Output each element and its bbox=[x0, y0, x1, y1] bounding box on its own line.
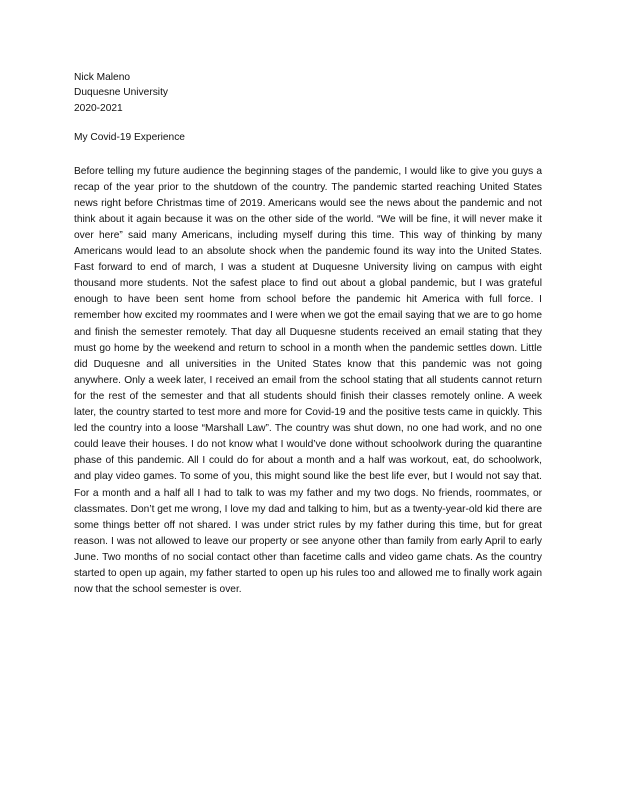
date-range: 2020-2021 bbox=[74, 102, 123, 114]
document-body bbox=[74, 164, 542, 599]
document-header bbox=[74, 70, 542, 116]
institution-name: Duquesne University bbox=[74, 87, 168, 99]
body-paragraph: Before telling my future audience the beginning stages of the pandemic, I would like to give you guys a recap of the year prior to the shutdown of the country. The pandemic started reaching United States news right before Christmas time of 2019. Americans would see the news about the pandemic and not think about it again because it was on the other side of the world. “We will be fine, it will never make it over here” said many Americans, including myself during this time. This way of thinking by many Americans would lead to an absolute shock when the pandemic found its way into the United States. Fast forward to end of march, I was a student at Duquesne University living on campus with eight thousand more students. Not the safest place to find out about a global pandemic, but I was grateful enough to have been sent home from school before the pandemic hit America with full force. I remember how excited my roommates and I were when we got the email saying that we are to go home and finish the semester remotely. That day all Duquesne students received an email stating that they must go home by the weekend and return to school in a month when the pandemic settles down. Little did Duquesne and all universities in the United States know that this pandemic was not going anywhere. Only a week later, I received an email from the school stating that all students cannot return for the rest of the semester and that all students should finish their classes remotely online. A week later, the country started to test more and more for Covid-19 and the positive tests came in quickly. This led the country into a loose “Marshall Law”. The country was shut down, no one had work, and no one could leave their houses. I do not know what I would’ve done without schoolwork during the quarantine phase of this pandemic. All I could do for about a month and a half was workout, eat, do schoolwork, and play video games. To some of you, this might sound like the best life ever, but I would not say that. For a month and a half all I had to talk to was my father and my two dogs. No friends, roommates, or classmates. Don’t get me wrong, I love my dad and talking to him, but as a twenty-year-old kid there are some things better off not shared. I was under strict rules by my father during this time, but for great reason. I was not allowed to leave our property or see anyone other than family from early April to early June. Two months of no social contact other than facetime calls and video game chats. As the country started to open up again, my father started to open up his rules too and allowed me to finally work again now that the school semester is over. bbox=[74, 165, 542, 596]
document-title: My Covid-19 Experience bbox=[74, 132, 185, 144]
author-name: Nick Maleno bbox=[74, 72, 131, 83]
